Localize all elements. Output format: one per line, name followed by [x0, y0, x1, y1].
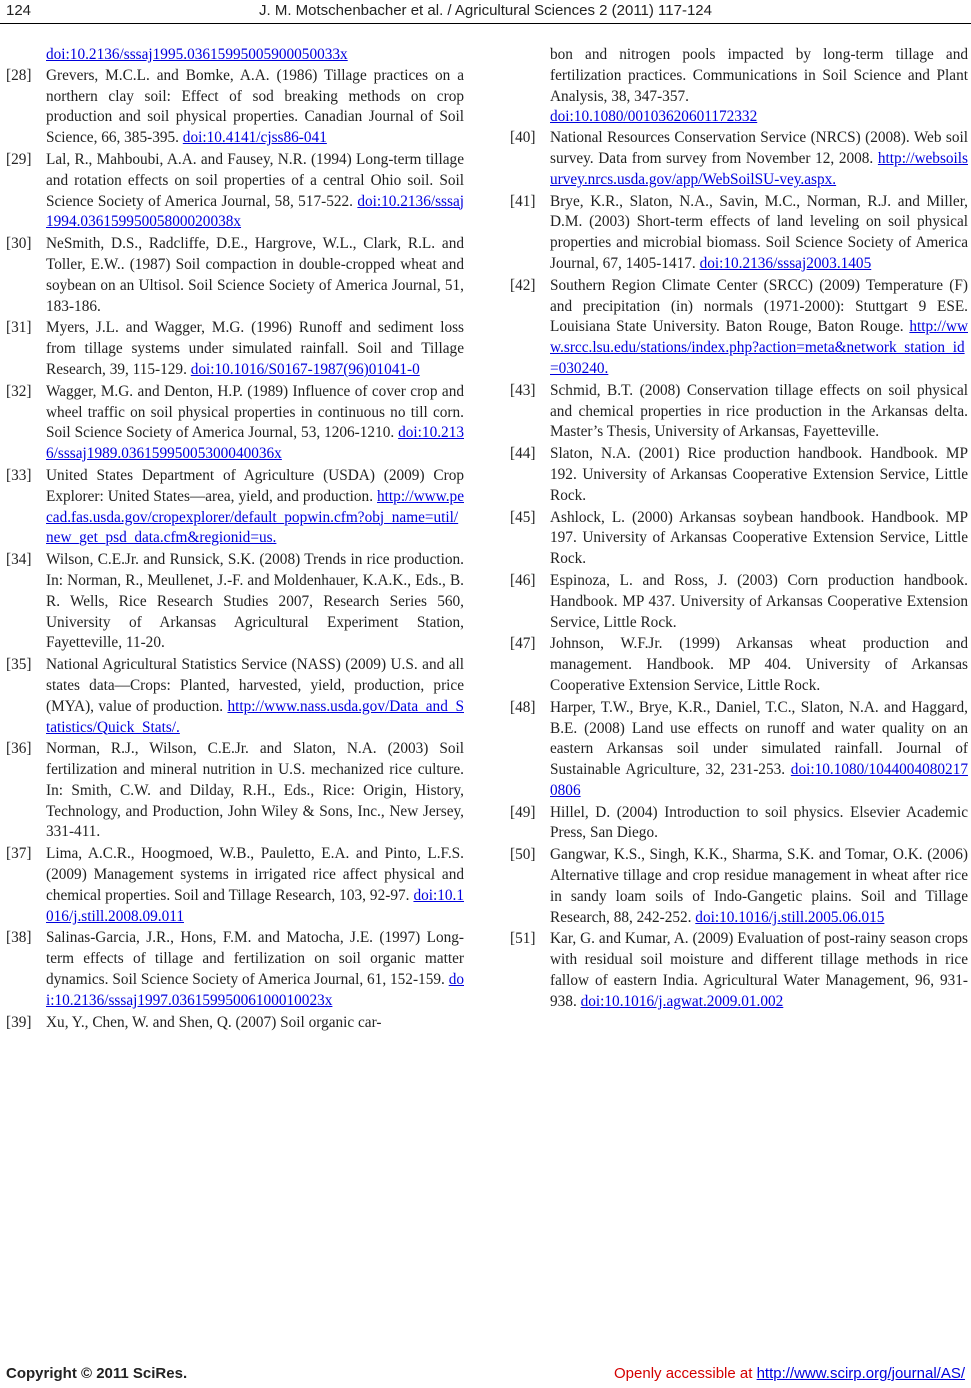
reference-text: Wilson, C.E.Jr. and Runsick, S.K. (2008) Trends in rice production. In: Norman, R., Meullenet, J.-F. and Moldenhauer, K.A.K., Eds., B. R. Wells, Rice Research Studies 2007, Research Series 560, University of Arkansas Agricultural Experiment Station, Fayetteville, 11-20. — [46, 551, 464, 652]
reference-text: Ashlock, L. (2000) Arkansas soybean handbook. Handbook. MP 197. University of Arkansas Cooperative Extension Service, Little Rock. — [550, 508, 968, 568]
access-notice — [614, 1365, 965, 1382]
reference-text: National Resources Conservation Service (NRCS) (2008). Web soil survey. Data from survey from November 12, 2008. — [550, 129, 968, 167]
left-column — [6, 45, 464, 1034]
reference-text: Gangwar, K.S., Singh, K.K., Sharma, S.K. and Tomar, O.K. (2006) Alternative tillage and crop residue management in wheat after rice in sandy loam soils of Indo-Gangetic plains. Soil and Tillage Research, 88, 242-252. — [550, 846, 968, 926]
reference-link[interactable]: doi:10.4141/cjss86-041 — [182, 129, 327, 147]
running-head: J. M. Motschenbacher et al. / Agricultural Sciences 2 (2011) 117-124 — [258, 2, 712, 19]
reference-number: [50] — [510, 846, 536, 864]
reference-item — [6, 466, 464, 549]
reference-number: [43] — [510, 381, 536, 399]
reference-number: [49] — [510, 803, 536, 821]
reference-item — [510, 381, 968, 443]
reference-text: Johnson, W.F.Jr. (1999) Arkansas wheat production and management. Handbook. MP 404. University of Arkansas Cooperative Extension Service, Little Rock. — [550, 635, 968, 694]
reference-item — [510, 128, 968, 190]
reference-number: [31] — [6, 319, 32, 337]
reference-item — [510, 803, 968, 845]
reference-item — [6, 844, 464, 927]
reference-item — [510, 698, 968, 802]
reference-text: Xu, Y., Chen, W. and Shen, Q. (2007) Soil organic car- — [46, 1013, 382, 1031]
reference-text: Myers, J.L. and Wagger, M.G. (1996) Runoff and sediment loss from tillage systems under simulated rainfall. Soil and Tillage Research, 39, 115-129. — [46, 319, 464, 378]
reference-item — [6, 1013, 464, 1034]
reference-item — [6, 739, 464, 843]
reference-text: Hillel, D. (2004) Introduction to soil physics. Elsevier Academic Press, San Diego. — [550, 803, 968, 842]
reference-link[interactable]: doi:10.2136/sssaj2003.1405 — [699, 254, 872, 272]
lead-link[interactable]: doi:10.2136/sssaj1995.03615995005900050033x — [46, 46, 348, 63]
reference-item — [6, 928, 464, 1011]
reference-number: [33] — [6, 466, 32, 484]
reference-item — [6, 66, 464, 149]
reference-item — [510, 929, 968, 1012]
reference-number: [34] — [6, 551, 32, 569]
reference-item — [6, 234, 464, 317]
reference-text: Brye, K.R., Slaton, N.A., Savin, M.C., Norman, R.J. and Miller, D.M. (2003) Short-term effects of land leveling on soil physical properties and microbial biomass. Soil Science Society of America Journal, 67, 1405-1417. — [550, 192, 968, 272]
reference-item — [510, 634, 968, 696]
reference-link[interactable]: doi:10.1016/S0167-1987(96)01041-0 — [190, 360, 420, 378]
reference-text: Norman, R.J., Wilson, C.E.Jr. and Slaton, N.A. (2003) Soil fertilization and mineral nutrition in U.S. mechanized rice culture. In: Smith, C.W. and Dilday, R.H., Eds., Rice: Origin, History, Technology, and Production, John Wiley & Sons, Inc., New Jersey, 331-411. — [46, 740, 464, 841]
continued-reference-text: bon and nitrogen pools impacted by long-term tillage and fertilization practices. Communications in Soil Science and Plant Analysis, 38, 347-357. — [550, 46, 968, 105]
left-reference-list — [6, 66, 464, 1034]
reference-number: [39] — [6, 1013, 32, 1031]
reference-link[interactable]: doi:10.2136/sssaj1994.03615995005800020038x — [46, 192, 465, 231]
reference-number: [51] — [510, 930, 536, 948]
reference-link[interactable]: doi:10.1016/j.still.2008.09.011 — [46, 886, 465, 925]
reference-number: [32] — [6, 382, 32, 400]
reference-number: [40] — [510, 129, 536, 147]
reference-number: [37] — [6, 845, 32, 863]
reference-item — [510, 276, 968, 380]
reference-text: Harper, T.W., Brye, K.R., Daniel, T.C., Slaton, N.A. and Haggard, B.E. (2008) Land use effects on runoff and water quality on an eastern Arkansas soil under simulated rainfall. Journal of Sustainable Agriculture, 32, 231-253. — [550, 698, 968, 779]
page-number: 124 — [6, 2, 32, 19]
reference-number: [48] — [510, 698, 536, 716]
reference-number: [42] — [510, 276, 536, 294]
reference-number: [47] — [510, 635, 536, 653]
reference-text: Espinoza, L. and Ross, J. (2003) Corn production handbook. Handbook. MP 437. University of Arkansas Cooperative Extension Service, Little Rock. — [550, 571, 968, 631]
continued-reference-link[interactable]: doi:10.1080/00103620601172332 — [550, 108, 758, 126]
reference-number: [46] — [510, 571, 536, 589]
reference-text: Wagger, M.G. and Denton, H.P. (1989) Influence of cover crop and wheel traffic on soil physical properties in continuous no till corn. Soil Science Society of America Journal, 53, 1206-1210. — [46, 382, 464, 442]
reference-item — [6, 655, 464, 738]
reference-link[interactable]: http://www.nass.usda.gov/Data_and_Statistics/Quick_Stats/. — [46, 697, 464, 736]
reference-text: Schmid, B.T. (2008) Conservation tillage effects on soil physical and chemical properties in rice production in the Arkansas delta. Master’s Thesis, University of Arkansas, Fayetteville. — [550, 381, 968, 441]
copyright-notice: Copyright © 2011 SciRes. — [6, 1365, 188, 1382]
reference-link[interactable]: doi:10.1080/10440040802170806 — [550, 761, 968, 799]
reference-text: Lal, R., Mahboubi, A.A. and Fausey, N.R. (1994) Long-term tillage and rotation effects on soil properties of a central Ohio soil. Soil Science Society of America Journal, 58, 517-522. — [46, 150, 464, 210]
reference-item — [6, 382, 464, 465]
reference-text: Southern Region Climate Center (SRCC) (2009) Temperature (F) and precipitation (in) normals (1971-2000): Stuttgart 9 ESE. Louisiana State University. Baton Rouge, Baton Rouge. — [550, 276, 968, 336]
reference-number: [29] — [6, 150, 32, 168]
reference-item — [510, 508, 968, 570]
header-rule — [0, 23, 971, 24]
reference-link[interactable]: doi:10.1016/j.still.2005.06.015 — [695, 908, 885, 926]
reference-number: [41] — [510, 192, 536, 210]
journal-url-link[interactable]: http://www.scirp.org/journal/AS/ — [756, 1365, 965, 1382]
right-column — [510, 45, 968, 1014]
reference-text: Kar, G. and Kumar, A. (2009) Evaluation of post-rainy season crops with residual soil moisture and different tillage methods in rice fallow of eastern India. Agricultural Water Management, 96, 931-938. — [550, 930, 968, 1010]
reference-text: Lima, A.C.R., Hoogmoed, W.B., Pauletto, E.A. and Pinto, L.F.S. (2009) Management systems in irrigated rice affect physical and chemical properties. Soil and Tillage Research, 103, 92-97. — [46, 845, 464, 904]
right-reference-list — [510, 128, 968, 1012]
reference-item — [510, 845, 968, 928]
reference-number: [30] — [6, 235, 32, 253]
reference-text: United States Department of Agriculture (USDA) (2009) Crop Explorer: United States—area, yield, and production. — [46, 466, 464, 505]
reference-link[interactable]: doi:10.1016/j.agwat.2009.01.002 — [580, 992, 784, 1010]
reference-text: Slaton, N.A. (2001) Rice production handbook. Handbook. MP 192. University of Arkansas Cooperative Extension Service, Little Rock. — [550, 445, 968, 504]
reference-item — [6, 318, 464, 380]
reference-number: [44] — [510, 445, 536, 463]
reference-number: [45] — [510, 508, 536, 526]
reference-item — [6, 150, 464, 233]
reference-item — [510, 192, 968, 275]
reference-link[interactable]: doi:10.2136/sssaj1997.03615995006100010023x — [46, 971, 464, 1009]
access-text: Openly accessible at — [614, 1365, 757, 1382]
reference-item — [510, 571, 968, 633]
reference-item — [510, 444, 968, 506]
reference-link[interactable]: http://www.pecad.fas.usda.gov/cropexplorer/default_popwin.cfm?obj_name=util/new_get_psd_data.cfm&regionid=us. — [46, 487, 464, 547]
reference-link[interactable]: http://websoilsurvey.nrcs.usda.gov/app/WebSoilSU-vey.aspx. — [550, 149, 968, 188]
reference-text: National Agricultural Statistics Service (NASS) (2009) U.S. and all states data—Crops: Planted, harvested, yield, production, price (MYA), value of production. — [46, 656, 464, 715]
reference-number: [36] — [6, 740, 32, 758]
reference-text: Salinas-Garcia, J.R., Hons, F.M. and Matocha, J.E. (1997) Long-term effects of tillage and fertilization on soil organic matter dynamics. Soil Science Society of America Journal, 61, 152-159. — [46, 929, 464, 989]
reference-item — [6, 550, 464, 654]
reference-link[interactable]: http://www.srcc.lsu.edu/stations/index.php?action=meta&network_station_id=030240. — [550, 318, 968, 377]
reference-number: [38] — [6, 929, 32, 947]
reference-number: [35] — [6, 656, 32, 674]
reference-text: Grevers, M.C.L. and Bomke, A.A. (1986) Tillage practices on a northern clay soil: Effect of sod breaking methods on crop production and soil physical properties. Canadian Journal of Soil Science, 66, 385-395. — [46, 66, 464, 147]
reference-number: [28] — [6, 66, 32, 84]
reference-text: NeSmith, D.S., Radcliffe, D.E., Hargrove, W.L., Clark, R.L. and Toller, E.W.. (1987) Soil compaction in double-cropped wheat and soybean on an Ultisol. Soil Science Society of America Journal, 51, 183-186. — [46, 235, 464, 315]
reference-link[interactable]: doi:10.2136/sssaj1989.03615995005300040036x — [46, 424, 464, 463]
